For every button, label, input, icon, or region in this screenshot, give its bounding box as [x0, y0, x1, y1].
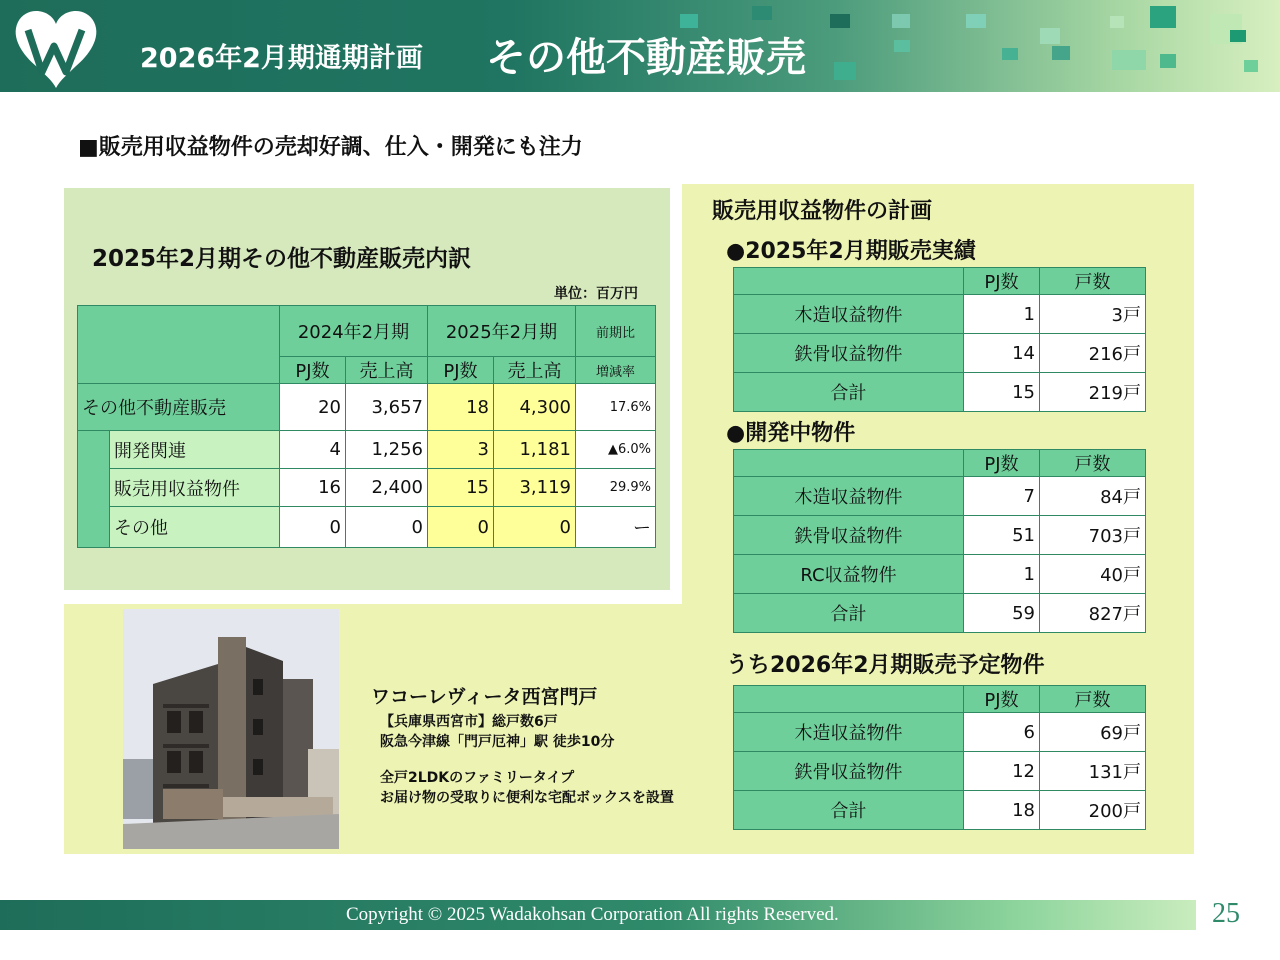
- cell-sales25: 4,300: [494, 384, 576, 431]
- table-row: [734, 373, 1146, 412]
- cell-pj: 59: [964, 594, 1040, 633]
- table-row: [734, 713, 1146, 752]
- cell-pj25: 0: [428, 507, 494, 548]
- cell-units: 84戸: [1040, 477, 1146, 516]
- cell-pj24: 0: [280, 507, 346, 548]
- property-type: 全戸2LDKのファミリータイプ: [380, 770, 575, 786]
- header-units: 戸数: [1040, 268, 1146, 295]
- results-title: ●2025年2月期販売実績: [726, 239, 976, 264]
- header-sales-2025: 売上高: [494, 357, 576, 384]
- header-units: 戸数: [1040, 686, 1146, 713]
- decor-square: [1040, 28, 1060, 44]
- property-location: 【兵庫県西宮市】総戸数6戸: [380, 714, 558, 730]
- dev-table: [733, 449, 1146, 633]
- cell-pj25: 18: [428, 384, 494, 431]
- property-photo: [123, 609, 339, 849]
- table-row: [734, 555, 1146, 594]
- cell-pj: 1: [964, 555, 1040, 594]
- cell-units: 703戸: [1040, 516, 1146, 555]
- row-label: その他不動産販売: [78, 384, 280, 431]
- cell-sales25: 1,181: [494, 431, 576, 469]
- decor-square: [1052, 46, 1070, 60]
- table-corner-cell: [734, 686, 964, 713]
- decor-square: [1230, 30, 1246, 42]
- cell-pj25: 3: [428, 431, 494, 469]
- header-sales-2024: 売上高: [346, 357, 428, 384]
- header-yoy: 前期比: [576, 306, 656, 357]
- header-pj: PJ数: [964, 450, 1040, 477]
- cell-sales24: 1,256: [346, 431, 428, 469]
- cell-pj: 15: [964, 373, 1040, 412]
- cell-units: 216戸: [1040, 334, 1146, 373]
- cell-pj: 14: [964, 334, 1040, 373]
- cell-pj24: 16: [280, 469, 346, 507]
- table-row: [734, 334, 1146, 373]
- table-row: [78, 384, 656, 431]
- table-corner-cell: [734, 450, 964, 477]
- decor-square: [752, 6, 772, 20]
- cell-pj: 51: [964, 516, 1040, 555]
- breakdown-table: [77, 305, 656, 548]
- cell-pj24: 4: [280, 431, 346, 469]
- breakdown-title: 2025年2月期その他不動産販売内訳: [92, 246, 472, 272]
- header-pj: PJ数: [964, 268, 1040, 295]
- plan-title: 販売用収益物件の計画: [712, 199, 933, 224]
- cell-change: 29.9%: [576, 469, 656, 507]
- section-heading: ■販売用収益物件の売却好調、仕入・開発にも注力: [78, 135, 583, 160]
- header-change: 増減率: [576, 357, 656, 384]
- cell-sales25: 0: [494, 507, 576, 548]
- cell-units: 3戸: [1040, 295, 1146, 334]
- cell-units: 200戸: [1040, 791, 1146, 830]
- decor-square: [1160, 54, 1176, 68]
- schedule-table: [733, 685, 1146, 830]
- header-banner: [0, 0, 1280, 92]
- table-row: [734, 752, 1146, 791]
- row-label: 鉄骨収益物件: [734, 516, 964, 555]
- row-label: 木造収益物件: [734, 477, 964, 516]
- table-row: [78, 507, 656, 548]
- indent-cell: [78, 431, 110, 548]
- cell-pj24: 20: [280, 384, 346, 431]
- header-2024: 2024年2月期: [280, 306, 428, 357]
- decor-square: [830, 14, 850, 28]
- table-corner-cell: [734, 268, 964, 295]
- decor-square: [892, 14, 910, 28]
- copyright-text: Copyright © 2025 Wadakohsan Corporation All rights Reserved.: [346, 904, 839, 925]
- row-label: 開発関連: [110, 431, 280, 469]
- decor-square: [1150, 6, 1176, 28]
- building-illustration-icon: [123, 609, 339, 849]
- header-units: 戸数: [1040, 450, 1146, 477]
- header-pj-2025: PJ数: [428, 357, 494, 384]
- cell-change: 17.6%: [576, 384, 656, 431]
- table-row: [734, 516, 1146, 555]
- cell-change: ー: [576, 507, 656, 548]
- decor-square: [834, 62, 856, 80]
- row-label: その他: [110, 507, 280, 548]
- header-pj-2024: PJ数: [280, 357, 346, 384]
- page-number: 25: [1212, 898, 1240, 929]
- cell-units: 131戸: [1040, 752, 1146, 791]
- cell-pj25: 15: [428, 469, 494, 507]
- decor-square: [966, 14, 986, 28]
- row-label: 合計: [734, 791, 964, 830]
- cell-pj: 18: [964, 791, 1040, 830]
- table-row: [734, 594, 1146, 633]
- cell-units: 827戸: [1040, 594, 1146, 633]
- row-label: 木造収益物件: [734, 713, 964, 752]
- dev-title: ●開発中物件: [726, 421, 856, 446]
- cell-units: 40戸: [1040, 555, 1146, 594]
- header-pj: PJ数: [964, 686, 1040, 713]
- cell-sales24: 2,400: [346, 469, 428, 507]
- table-row: [78, 469, 656, 507]
- decor-square: [1110, 16, 1124, 28]
- row-label: 木造収益物件: [734, 295, 964, 334]
- row-label: 合計: [734, 373, 964, 412]
- table-corner-cell: [78, 306, 280, 384]
- cell-units: 69戸: [1040, 713, 1146, 752]
- table-row: [734, 295, 1146, 334]
- cell-pj: 7: [964, 477, 1040, 516]
- table-row: [734, 477, 1146, 516]
- schedule-title: うち2026年2月期販売予定物件: [726, 653, 1045, 678]
- row-label: 鉄骨収益物件: [734, 334, 964, 373]
- decor-square: [1112, 50, 1146, 70]
- cell-change: ▲6.0%: [576, 431, 656, 469]
- property-access: 阪急今津線「門戸厄神」駅 徒歩10分: [380, 734, 615, 750]
- unit-label: 単位：百万円: [554, 286, 638, 302]
- page-title: その他不動産販売: [486, 35, 806, 81]
- company-logo-icon: [10, 6, 102, 90]
- property-feature: お届け物の受取りに便利な宅配ボックスを設置: [380, 790, 674, 806]
- cell-sales24: 3,657: [346, 384, 428, 431]
- property-name: ワコーレヴィータ西宮門戸: [371, 686, 598, 708]
- table-row: [734, 791, 1146, 830]
- cell-pj: 12: [964, 752, 1040, 791]
- cell-sales24: 0: [346, 507, 428, 548]
- row-label: RC収益物件: [734, 555, 964, 594]
- row-label: 合計: [734, 594, 964, 633]
- cell-units: 219戸: [1040, 373, 1146, 412]
- table-row: [78, 431, 656, 469]
- row-label: 鉄骨収益物件: [734, 752, 964, 791]
- cell-pj: 1: [964, 295, 1040, 334]
- page-subtitle: 2026年2月期通期計画: [140, 43, 423, 74]
- decor-square: [1244, 60, 1258, 72]
- cell-sales25: 3,119: [494, 469, 576, 507]
- decor-square: [894, 40, 910, 52]
- header-2025: 2025年2月期: [428, 306, 576, 357]
- results-table: [733, 267, 1146, 412]
- row-label: 販売用収益物件: [110, 469, 280, 507]
- decor-square: [680, 14, 698, 28]
- cell-pj: 6: [964, 713, 1040, 752]
- decor-square: [1002, 48, 1018, 60]
